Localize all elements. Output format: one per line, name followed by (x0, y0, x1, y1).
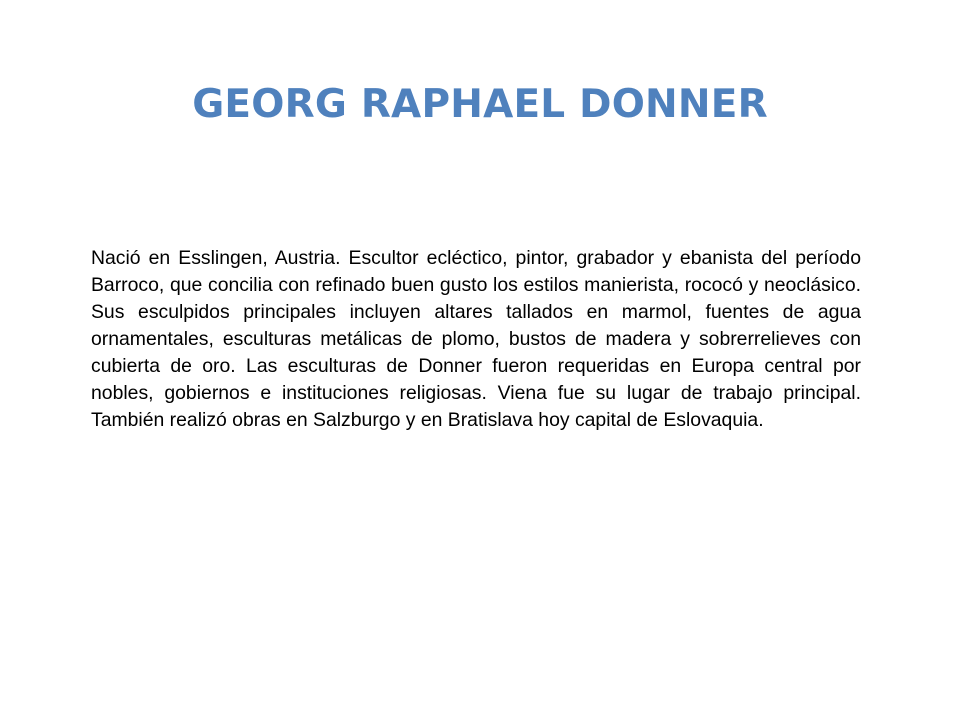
slide-title: GEORG RAPHAEL DONNER (192, 82, 768, 127)
slide-body-text: Nació en Esslingen, Austria. Escultor ecléctico, pintor, grabador y ebanista del período Barroco, que concilia con refinado buen gusto los estilos manierista, rococó y neoclásico. Sus esculpidos principales incluyen altares tallados en marmol, fuentes de agua ornamentales, esculturas metálicas de plomo, bustos de madera y sobrerrelieves con cubierta de oro. Las esculturas de Donner fueron requeridas en Europa central por nobles, gobiernos e instituciones religiosas. Viena fue su lugar de trabajo principal. También realizó obras en Salzburgo y en Bratislava hoy capital de Eslovaquia. (91, 247, 861, 431)
